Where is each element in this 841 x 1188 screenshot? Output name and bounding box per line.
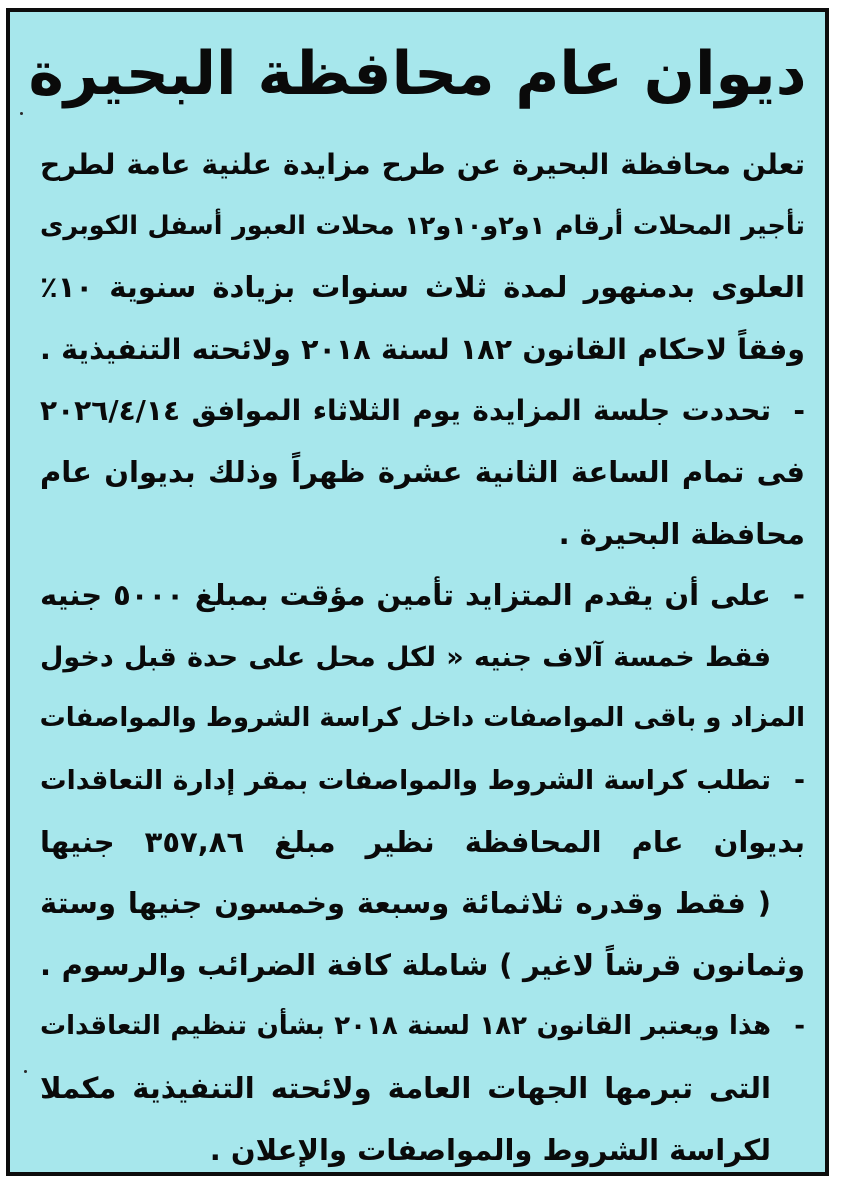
paragraph-4-bullet: - — [794, 764, 805, 796]
paragraph-3-line-1 — [40, 565, 805, 627]
paragraph-2-line-1 — [40, 380, 805, 442]
advertisement-box — [6, 8, 829, 1176]
paragraph-4-line-2: بديوان عام المحافظة نظير مبلغ ٣٥٧,٨٦ جنيها — [40, 824, 805, 859]
paragraph-2-line-3: محافظة البحيرة . — [558, 516, 805, 551]
paragraph-4-line-1-text: تطلب كراسة الشروط والمواصفات بمقر إدارة التعاقدات — [40, 764, 771, 796]
announcement-title: ديوان عام محافظة البحيرة — [28, 39, 807, 109]
paragraph-2-line-1-text: تحددت جلسة المزايدة يوم الثلاثاء الموافق ٢٠٢٦/٤/١٤ — [40, 394, 771, 428]
paragraph-4-line-3: ( فقط وقدره ثلاثمائة وسبعة وخمسون جنيها وستة — [40, 886, 771, 921]
paragraph-3-line-1-text: على أن يقدم المتزايد تأمين مؤقت بمبلغ ٥٠٠٠ جنيه — [40, 578, 771, 613]
paragraph-5-line-1 — [40, 996, 805, 1058]
paragraph-3-line-3: المزاد و باقى المواصفات داخل كراسة الشروط والمواصفات — [39, 703, 805, 734]
paragraph-1-line-3: العلوى بدمنهور لمدة ثلاث سنوات بزيادة سنوية ١٠٪ — [40, 270, 805, 305]
announcement-body — [40, 134, 805, 1181]
paragraph-5-line-3: لكراسة الشروط والمواصفات والإعلان . — [209, 1132, 771, 1167]
print-speck — [20, 112, 23, 115]
paragraph-5-line-1-text: هذا ويعتبر القانون ١٨٢ لسنة ٢٠١٨ بشأن تنظيم التعاقدات — [40, 1011, 771, 1042]
paragraph-5-line-2: التى تبرمها الجهات العامة ولائحته التنفيذية مكملا — [40, 1070, 771, 1105]
paragraph-4-line-1 — [40, 750, 805, 812]
paragraph-2-line-2: فى تمام الساعة الثانية عشرة ظهراً وذلك بديوان عام — [40, 454, 805, 489]
paragraph-1-line-1: تعلن محافظة البحيرة عن طرح مزايدة علنية عامة لطرح — [40, 148, 805, 181]
paragraph-3-line-2: فقط خمسة آلاف جنيه « لكل محل على حدة قبل دخول — [40, 641, 771, 673]
paragraph-3-bullet: - — [792, 578, 805, 613]
paragraph-2-bullet: - — [793, 394, 805, 428]
paragraph-1-line-4: وفقاً لاحكام القانون ١٨٢ لسنة ٢٠١٨ ولائحته التنفيذية . — [40, 332, 805, 366]
paragraph-4-line-4: وثمانون قرشاً لاغير ) شاملة كافة الضرائب والرسوم . — [40, 947, 805, 982]
paragraph-1-line-2: تأجير المحلات أرقام ١و٢و١٠و١٢ محلات العبور أسفل الكوبرى — [40, 210, 805, 241]
paragraph-5-bullet: - — [794, 1011, 805, 1042]
print-speck — [24, 1070, 27, 1073]
